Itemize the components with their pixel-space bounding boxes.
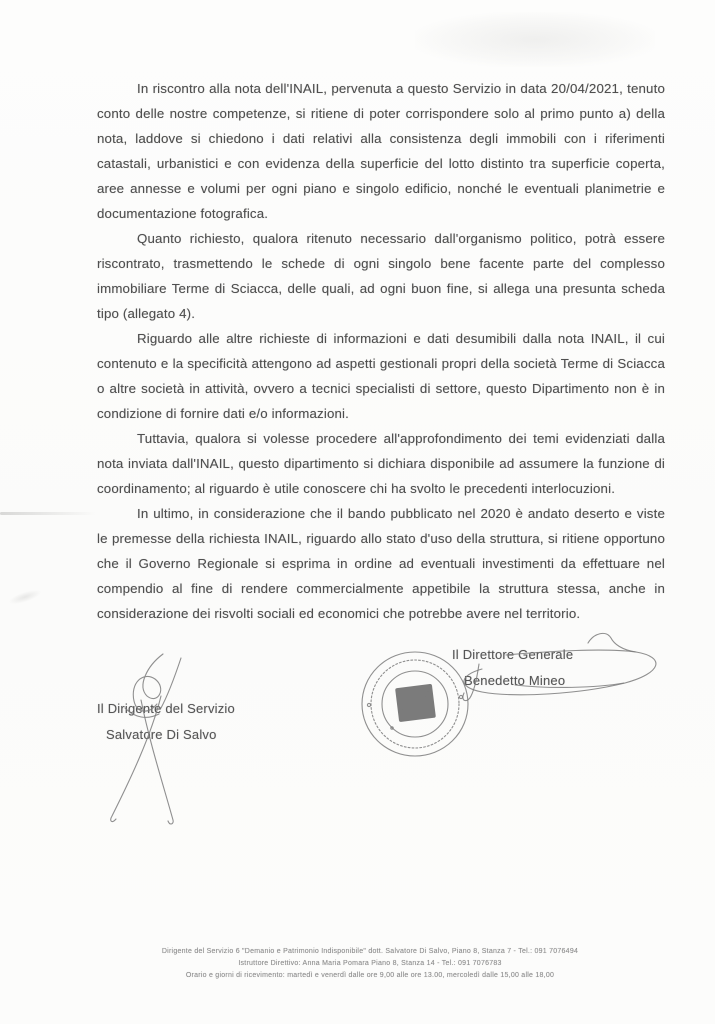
signatory-name: Benedetto Mineo bbox=[464, 673, 566, 688]
footer-line: Istruttore Direttivo: Anna Maria Pomara Piano 8, Stanza 14 - Tel.: 091 7076783 bbox=[238, 960, 502, 967]
letter-paragraph: Tuttavia, qualora si volesse procedere all'approfondimento dei temi evidenziati dalla nota inviata dall'INAIL, questo dipartimento si dichiara disponibile ad assumere la funzione di coordinamento; al riguardo è utile conoscere chi ha svolto le precedenti interlocuzioni. bbox=[97, 431, 665, 496]
letterhead-footer bbox=[40, 946, 700, 982]
scan-smudge-artifact bbox=[7, 587, 42, 607]
signature-block-dirigente bbox=[97, 696, 235, 748]
scan-streak-artifact bbox=[0, 512, 96, 515]
footer-line: Dirigente del Servizio 6 "Demanio e Patrimonio Indisponibile" dott. Salvatore Di Salvo, Piano 8, Stanza 7 - Tel.: 091 7076494 bbox=[161, 948, 579, 955]
letter-body bbox=[97, 76, 665, 626]
letter-paragraph: Quanto richiesto, qualora ritenuto necessario dall'organismo politico, potrà essere riscontrato, trasmettendo le schede di ogni singolo bene facente parte del complesso immobiliare Terme di Sciacca, delle quali, ad ogni buon fine, si allega una presunta scheda tipo (allegato 4). bbox=[97, 231, 665, 321]
signatory-name: Salvatore Di Salvo bbox=[106, 727, 217, 742]
letter-paragraph: Riguardo alle altre richieste di informazioni e dati desumibili dalla nota INAIL, il cui contenuto e la specificità attengono ad aspetti gestionali propri della società Terme di Sciacca o altre società in attività, ovvero a tecnici specialisti di settore, questo Dipartimento non è in condizione di fornire dati e/o informazioni. bbox=[97, 331, 665, 421]
signatory-role: Il Direttore Generale bbox=[452, 647, 574, 662]
footer-line: Orario e giorni di ricevimento: martedì e venerdì dalle ore 9,00 alle ore 13.00, mercoledì dalle 15,00 alle 18,00 bbox=[185, 972, 555, 979]
scan-bleedthrough-artifact bbox=[415, 12, 655, 67]
signatory-role: Il Dirigente del Servizio bbox=[97, 701, 235, 716]
letter-paragraph: In riscontro alla nota dell'INAIL, pervenuta a questo Servizio in data 20/04/2021, tenuto conto delle nostre competenze, si ritiene di poter corrispondere solo al primo punto a) della nota, laddove si chiedono i dati relativi alla consistenza degli immobili con i riferimenti catastali, urbanistici e con evidenza della superficie del lotto distinto tra superficie coperta, aree annesse e volumi per ogni piano e singolo edificio, nonché le eventuali planimetrie e documentazione fotografica. bbox=[97, 81, 665, 221]
signature-block-direttore-generale bbox=[452, 642, 573, 694]
letter-paragraph: In ultimo, in considerazione che il bando pubblicato nel 2020 è andato deserto e viste le premesse della richiesta INAIL, riguardo allo stato d'uso della struttura, si ritiene opportuno che il Governo Regionale si esprima in ordine ad eventuali investimenti da effettuare nel compendio al fine di rendere commercialmente appetibile la struttura stessa, anche in considerazione dei risvolti sociali ed economici che potrebbe avere nel territorio. bbox=[97, 506, 665, 621]
